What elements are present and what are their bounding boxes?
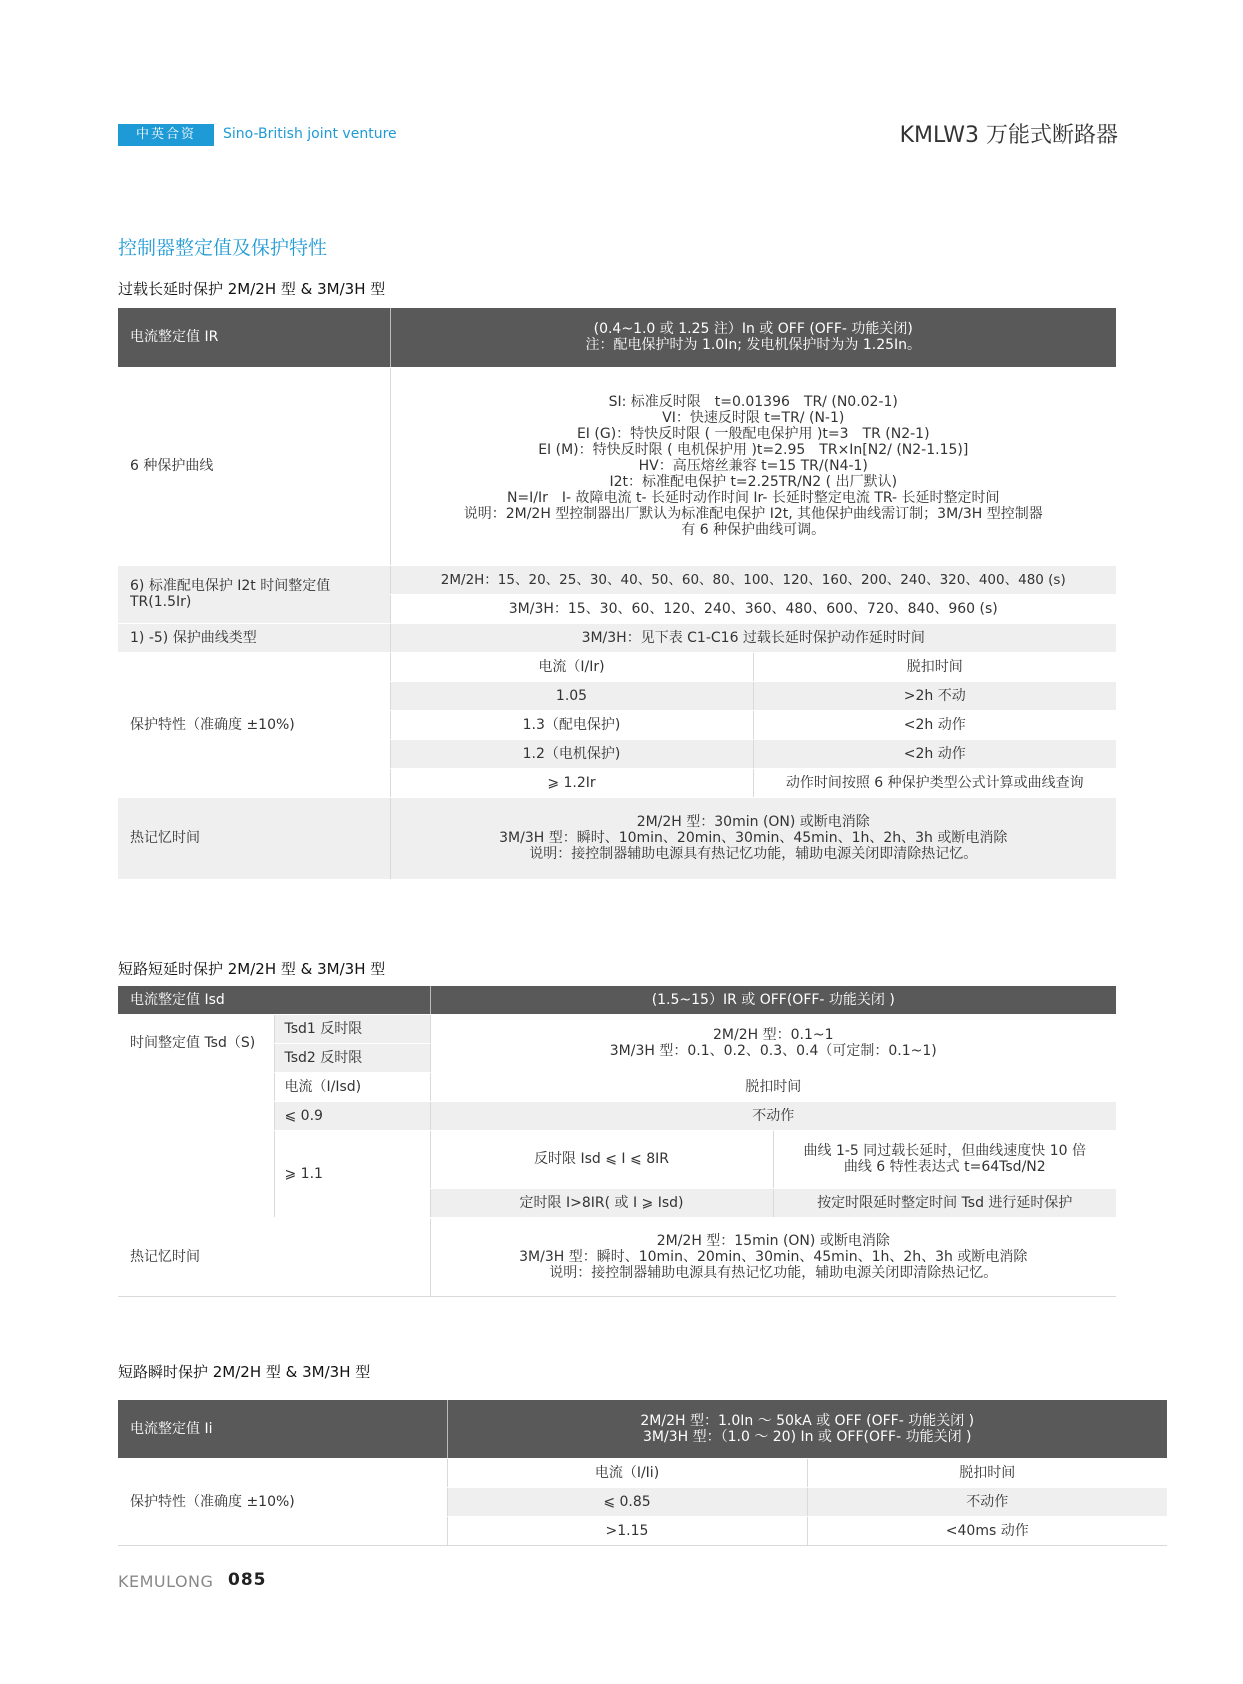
- ir-value-line: (0.4~1.0 或 1.25 注）In 或 OFF (OFF- 功能关闭): [593, 321, 913, 338]
- prot-trip: <2h 动作: [753, 739, 1116, 768]
- prot-label: 保护特性（准确度 ±10%): [118, 652, 390, 797]
- tr-values-2m: 2M/2H：15、20、25、30、40、50、60、80、100、120、160、200、240、320、400、480 (s): [390, 565, 1116, 594]
- curve-line: EI (M)：特快反时限 ( 电机保护用 )t=2.95 TR×In[N2/ (N2-1.15)]: [538, 442, 969, 458]
- prot-trip: <2h 动作: [753, 710, 1116, 739]
- sd-thermal-row: [118, 1218, 1116, 1296]
- tsd-value-line: 2M/2H 型：0.1~1: [713, 1027, 834, 1043]
- sd-empty-cell: [118, 1072, 274, 1218]
- sd-inverse-line: 曲线 1-5 同过载长延时，但曲线速度快 10 倍: [803, 1143, 1086, 1159]
- product-title: KMLW3 万能式断路器: [899, 123, 1118, 148]
- sd-col-current: 电流（I/Isd): [274, 1072, 430, 1101]
- sd-inverse-line: 曲线 6 特性表达式 t=64Tsd/N2: [843, 1159, 1046, 1175]
- sd-inverse-value: [773, 1130, 1116, 1188]
- thermal-value: [390, 797, 1116, 879]
- instant-current: ⩽ 0.85: [447, 1487, 807, 1516]
- instant-col-trip: 脱扣时间: [807, 1458, 1167, 1487]
- sd-thermal-label: 热记忆时间: [118, 1218, 430, 1296]
- curve-type-label: 1) -5) 保护曲线类型: [118, 623, 390, 652]
- curves-label: 6 种保护曲线: [118, 367, 390, 565]
- instant-current: >1.15: [447, 1516, 807, 1545]
- jv-english-label: Sino-British joint venture: [223, 126, 397, 142]
- curve-line: 有 6 种保护曲线可调。: [681, 522, 826, 538]
- thermal-line: 说明：接控制器辅助电源具有热记忆功能，辅助电源关闭即清除热记忆。: [529, 846, 978, 862]
- thermal-row: [118, 797, 1116, 879]
- short-delay-table-title: 短路短延时保护 2M/2H 型 & 3M/3H 型: [118, 960, 386, 978]
- curve-line: HV：高压熔丝兼容 t=15 TR/(N4-1): [638, 458, 868, 474]
- thermal-label: 热记忆时间: [118, 797, 390, 879]
- curve-line: 说明：2M/2H 型控制器出厂默认为标准配电保护 I2t, 其他保护曲线需订制；3M/3H 型控制器: [463, 506, 1043, 522]
- sd-inverse-label: 反时限 Isd ⩽ I ⩽ 8IR: [430, 1130, 773, 1188]
- page-header: [118, 124, 1118, 150]
- sd-col-header-row: [118, 1072, 1116, 1101]
- tr-row-2m: [118, 565, 1116, 594]
- prot-current: 1.05: [390, 681, 753, 710]
- page-number: 085: [228, 1570, 267, 1590]
- sd-le-current: ⩽ 0.9: [274, 1101, 430, 1130]
- instant-table: [118, 1400, 1167, 1546]
- ii-value-line: 3M/3H 型：（1.0 ～ 20) In 或 OFF(OFF- 功能关闭 ): [643, 1428, 972, 1445]
- isd-row: [118, 986, 1116, 1014]
- instant-col-current: 电流（I/Ii): [447, 1458, 807, 1487]
- sd-thermal-line: 3M/3H 型：瞬时、10min、20min、30min、45min、1h、2h、3h 或断电消除: [519, 1249, 1028, 1265]
- sd-col-trip: 脱扣时间: [430, 1072, 1116, 1101]
- instant-header-row: [118, 1458, 1167, 1487]
- ir-row: [118, 308, 1116, 367]
- prot-col-trip: 脱扣时间: [753, 652, 1116, 681]
- sd-definite-value: 按定时限延时整定时间 Tsd 进行延时保护: [773, 1188, 1116, 1217]
- instant-trip: <40ms 动作: [807, 1516, 1167, 1545]
- instant-trip: 不动作: [807, 1487, 1167, 1516]
- section-title: 控制器整定值及保护特性: [118, 237, 328, 259]
- curve-line: EI (G)：特快反时限 ( 一般配电保护用 )t=3 TR (N2-1): [576, 426, 930, 442]
- jv-badge: 中英合资: [118, 124, 214, 146]
- ii-row: [118, 1400, 1167, 1458]
- prot-current: 1.2（电机保护): [390, 739, 753, 768]
- ii-value-line: 2M/2H 型：1.0In ～ 50kA 或 OFF (OFF- 功能关闭 ): [640, 1412, 975, 1429]
- isd-value: (1.5~15）IR 或 OFF(OFF- 功能关闭 ): [430, 986, 1116, 1014]
- ir-value-note: 注：配电保护时为 1.0In; 发电机保护时为为 1.25In。: [585, 337, 922, 354]
- short-delay-table: [118, 986, 1116, 1297]
- curve-line: N=I/Ir I- 故障电流 t- 长延时动作时间 Ir- 长延时整定电流 TR- 长延时整定时间: [506, 490, 1000, 506]
- tsd-value: [430, 1014, 1116, 1072]
- ir-label: 电流整定值 IR: [118, 308, 390, 367]
- ii-label: 电流整定值 Ii: [118, 1400, 447, 1458]
- sd-le-trip: 不动作: [430, 1101, 1116, 1130]
- ii-value: [447, 1400, 1167, 1458]
- overload-table: [118, 308, 1116, 880]
- sd-thermal-line: 说明：接控制器辅助电源具有热记忆功能，辅助电源关闭即清除热记忆。: [549, 1265, 998, 1281]
- ir-value: [390, 308, 1116, 367]
- prot-current: 1.3（配电保护): [390, 710, 753, 739]
- curve-line: SI: 标准反时限 t=0.01396 TR/ (N0.02-1): [608, 394, 898, 410]
- tsd2-label: Tsd2 反时限: [274, 1043, 430, 1072]
- tsd-row-1: [118, 1014, 1116, 1043]
- sd-definite-label: 定时限 I>8IR( 或 I ⩾ Isd): [430, 1188, 773, 1217]
- curve-line: I2t：标准配电保护 t=2.25TR/N2 ( 出厂默认): [609, 474, 898, 490]
- tsd-value-line: 3M/3H 型：0.1、0.2、0.3、0.4（可定制：0.1~1): [609, 1043, 937, 1059]
- overload-table-title: 过载长延时保护 2M/2H 型 & 3M/3H 型: [118, 280, 386, 298]
- prot-trip: 动作时间按照 6 种保护类型公式计算或曲线查询: [753, 768, 1116, 797]
- sd-thermal-line: 2M/2H 型：15min (ON) 或断电消除: [656, 1233, 890, 1249]
- curve-line: VI：快速反时限 t=TR/ (N-1): [662, 410, 845, 426]
- tr-values-3m: 3M/3H：15、30、60、120、240、360、480、600、720、840、960 (s): [390, 594, 1116, 623]
- tr-label-line: 6) 标准配电保护 I2t 时间整定值: [130, 578, 331, 594]
- prot-trip: >2h 不动: [753, 681, 1116, 710]
- tr-label: [118, 565, 390, 623]
- thermal-line: 3M/3H 型：瞬时、10min、20min、30min、45min、1h、2h、3h 或断电消除: [499, 830, 1008, 846]
- prot-current: ⩾ 1.2Ir: [390, 768, 753, 797]
- tr-label-line: TR(1.5Ir): [130, 594, 192, 610]
- sd-thermal-value: [430, 1218, 1116, 1296]
- instant-table-title: 短路瞬时保护 2M/2H 型 & 3M/3H 型: [118, 1363, 371, 1381]
- prot-col-current: 电流（I/Ir): [390, 652, 753, 681]
- curves-row: [118, 367, 1116, 565]
- thermal-line: 2M/2H 型：30min (ON) 或断电消除: [636, 814, 870, 830]
- tsd-label: 时间整定值 Tsd（S): [118, 1014, 274, 1072]
- sd-ge-current: ⩾ 1.1: [274, 1130, 430, 1217]
- prot-header-row: [118, 652, 1116, 681]
- tsd1-label: Tsd1 反时限: [274, 1014, 430, 1043]
- footer-brand: KEMULONG: [118, 1572, 214, 1591]
- curves-value: [390, 367, 1116, 565]
- curve-type-value: 3M/3H：见下表 C1-C16 过载长延时保护动作延时时间: [390, 623, 1116, 652]
- instant-prot-label: 保护特性（准确度 ±10%): [118, 1458, 447, 1545]
- curve-type-row: [118, 623, 1116, 652]
- isd-label: 电流整定值 Isd: [118, 986, 430, 1014]
